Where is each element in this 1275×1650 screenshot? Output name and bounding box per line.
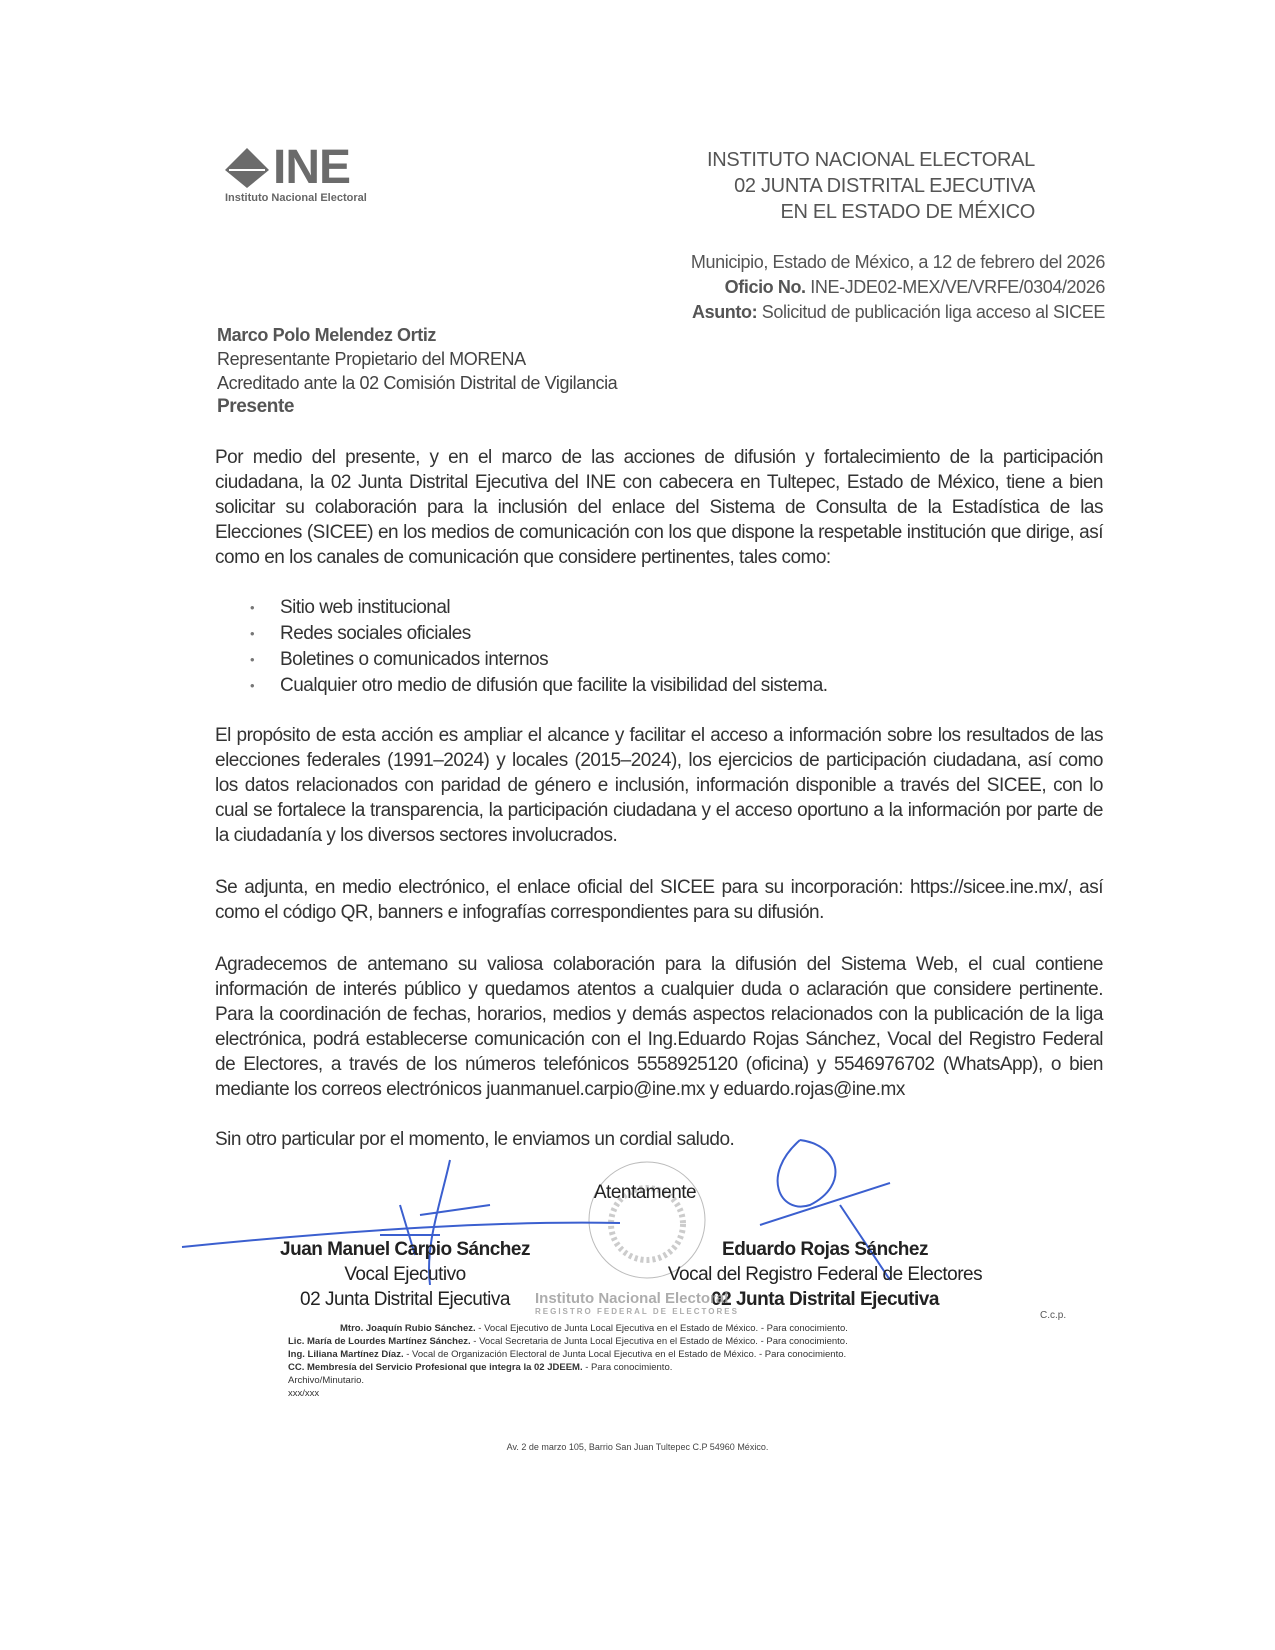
ccp-list (270, 1322, 848, 1400)
signer-unit: 02 Junta Distrital Ejecutiva (711, 1289, 939, 1310)
ccp-item (270, 1335, 848, 1348)
paragraph-5: Sin otro particular por el momento, le enviamos un cordial saludo. (215, 1129, 735, 1150)
rfe-stamp (535, 1290, 739, 1316)
presente: Presente (217, 396, 295, 417)
signer-role: Vocal Ejecutivo (344, 1264, 466, 1285)
recipient-block (217, 323, 617, 419)
ccp-item (270, 1322, 848, 1335)
list-item: • Redes sociales oficiales (250, 621, 828, 647)
subject (600, 300, 1105, 325)
oficio-label: Oficio No. (724, 277, 806, 297)
header-line: EN EL ESTADO DE MÉXICO (780, 201, 1035, 223)
recipient-accreditation: Acreditado ante la 02 Comisión Distrital de Vigilancia (217, 373, 618, 393)
media-list (250, 595, 828, 699)
paragraph-2: El propósito de esta acción es ampliar el alcance y facilitar el acceso a información sobre los resultados de las elecciones federales (1991–2024) y locales (2015–2024), los ejercicios de participación ciudadana, así como los datos relacionados con paridad de género e inclusión, información disponible a través del SICEE, con lo cual se fortalece la transparencia, la participación ciudadana y el acceso oportuno a la información por parte de la ciudadanía y los diversos sectores involucrados. (215, 725, 1103, 846)
ine-diamond-icon (225, 148, 269, 188)
signer-name: Eduardo Rojas Sánchez (722, 1239, 928, 1260)
ccp-label: C.c.p. (1040, 1310, 1067, 1321)
ccp-name: Mtro. Joaquín Rubio Sánchez. (340, 1323, 476, 1334)
oficio-value: INE-JDE02-MEX/VE/VRFE/0304/2026 (810, 277, 1105, 297)
list-item: • Cualquier otro medio de difusión que facilite la visibilidad del sistema. (250, 673, 828, 699)
signer-role: Vocal del Registro Federal de Electores (667, 1264, 983, 1285)
ccp-name: Ing. Liliana Martínez Díaz. (288, 1349, 404, 1360)
header-line: 02 JUNTA DISTRITAL EJECUTIVA (734, 175, 1035, 197)
archive: Archivo/Minutario. (288, 1375, 365, 1386)
ccp-text: - Para conocimiento. (582, 1362, 673, 1373)
ccp-name: CC. Membresía del Servicio Profesional que integra la 02 JDEEM. (288, 1362, 583, 1373)
recipient-name: Marco Polo Melendez Ortiz (217, 325, 437, 345)
oficio-number (600, 275, 1105, 300)
list-item: • Boletines o comunicados internos (250, 647, 828, 673)
ccp-name: Lic. María de Lourdes Martínez Sánchez. (288, 1336, 471, 1347)
header-line: INSTITUTO NACIONAL ELECTORAL (707, 149, 1035, 171)
list-item: • Sitio web institucional (250, 595, 828, 621)
institution-header (600, 147, 1035, 225)
ccp-item (270, 1348, 848, 1361)
ine-logo (225, 141, 405, 204)
stamp-line: Instituto Nacional Electoral (535, 1290, 729, 1307)
closing: Atentamente (593, 1182, 697, 1203)
signatures-icon (0, 1135, 1275, 1285)
ccp-text: - Vocal Secretaria de Junta Local Ejecutiva en el Estado de México. - Para conocimiento. (470, 1336, 848, 1347)
signer-name: Juan Manuel Carpio Sánchez (280, 1239, 530, 1260)
ccp-text: - Vocal de Organización Electoral de Junta Local Ejecutiva en el Estado de México. - Para conocimiento. (403, 1349, 847, 1360)
asunto-label: Asunto: (691, 302, 758, 322)
logo-name: Instituto Nacional Electoral (225, 192, 367, 204)
ccp-item (270, 1361, 848, 1374)
paragraph-3: Se adjunta, en medio electrónico, el enlace oficial del SICEE para su incorporación: https://sicee.ine.mx/, así como el código QR, banners e infografías correspondientes para su difusión. (215, 877, 1103, 923)
paragraph-4: Agradecemos de antemano su valiosa colaboración para la difusión del Sistema Web, el cual contiene información de interés público y quedamos atentos a cualquier duda o aclaración que considere pertinente. Para la coordinación de fechas, horarios, medios y demás aspectos relacionados con la publicación de la liga electrónica, podrá establecerse comunicación con el Ing.Eduardo Rojas Sánchez, Vocal del Registro Federal de Electores, a través de los números telefónicos 5558925120 (oficina) y 5546976702 (WhatsApp), o bien mediante los correos electrónicos juanmanuel.carpio@ine.mx y eduardo.rojas@ine.mx (215, 954, 1103, 1100)
recipient-role: Representante Propietario del MORENA (217, 349, 526, 369)
initials: xxx/xxx (288, 1388, 320, 1399)
signer-unit: 02 Junta Distrital Ejecutiva (300, 1289, 510, 1310)
asunto-value: Solicitud de publicación liga acceso al SICEE (761, 302, 1105, 322)
place-date: Municipio, Estado de México, a 12 de febrero del 2026 (690, 252, 1105, 272)
signer-1 (270, 1237, 540, 1312)
document-meta (600, 250, 1105, 325)
stamp-line: REGISTRO FEDERAL DE ELECTORES (535, 1307, 739, 1316)
logo-acronym: INE (273, 141, 351, 194)
footer-address: Av. 2 de marzo 105, Barrio San Juan Tultepec C.P 54960 México. (506, 1442, 769, 1452)
ccp-text: - Vocal Ejecutivo de Junta Local Ejecutiva en el Estado de México. - Para conocimiento. (475, 1323, 848, 1334)
paragraph-1: Por medio del presente, y en el marco de las acciones de difusión y fortalecimiento de la participación ciudadana, la 02 Junta Distrital Ejecutiva del INE con cabecera en Tultepec, Estado de México, tiene a bien solicitar su colaboración para la inclusión del enlace del Sistema de Consulta de la Estadística de las Elecciones (SICEE) en los medios de comunicación con los que dispone la respetable institución que dirige, así como en los canales de comunicación que considere pertinentes, tales como: (215, 447, 1103, 568)
